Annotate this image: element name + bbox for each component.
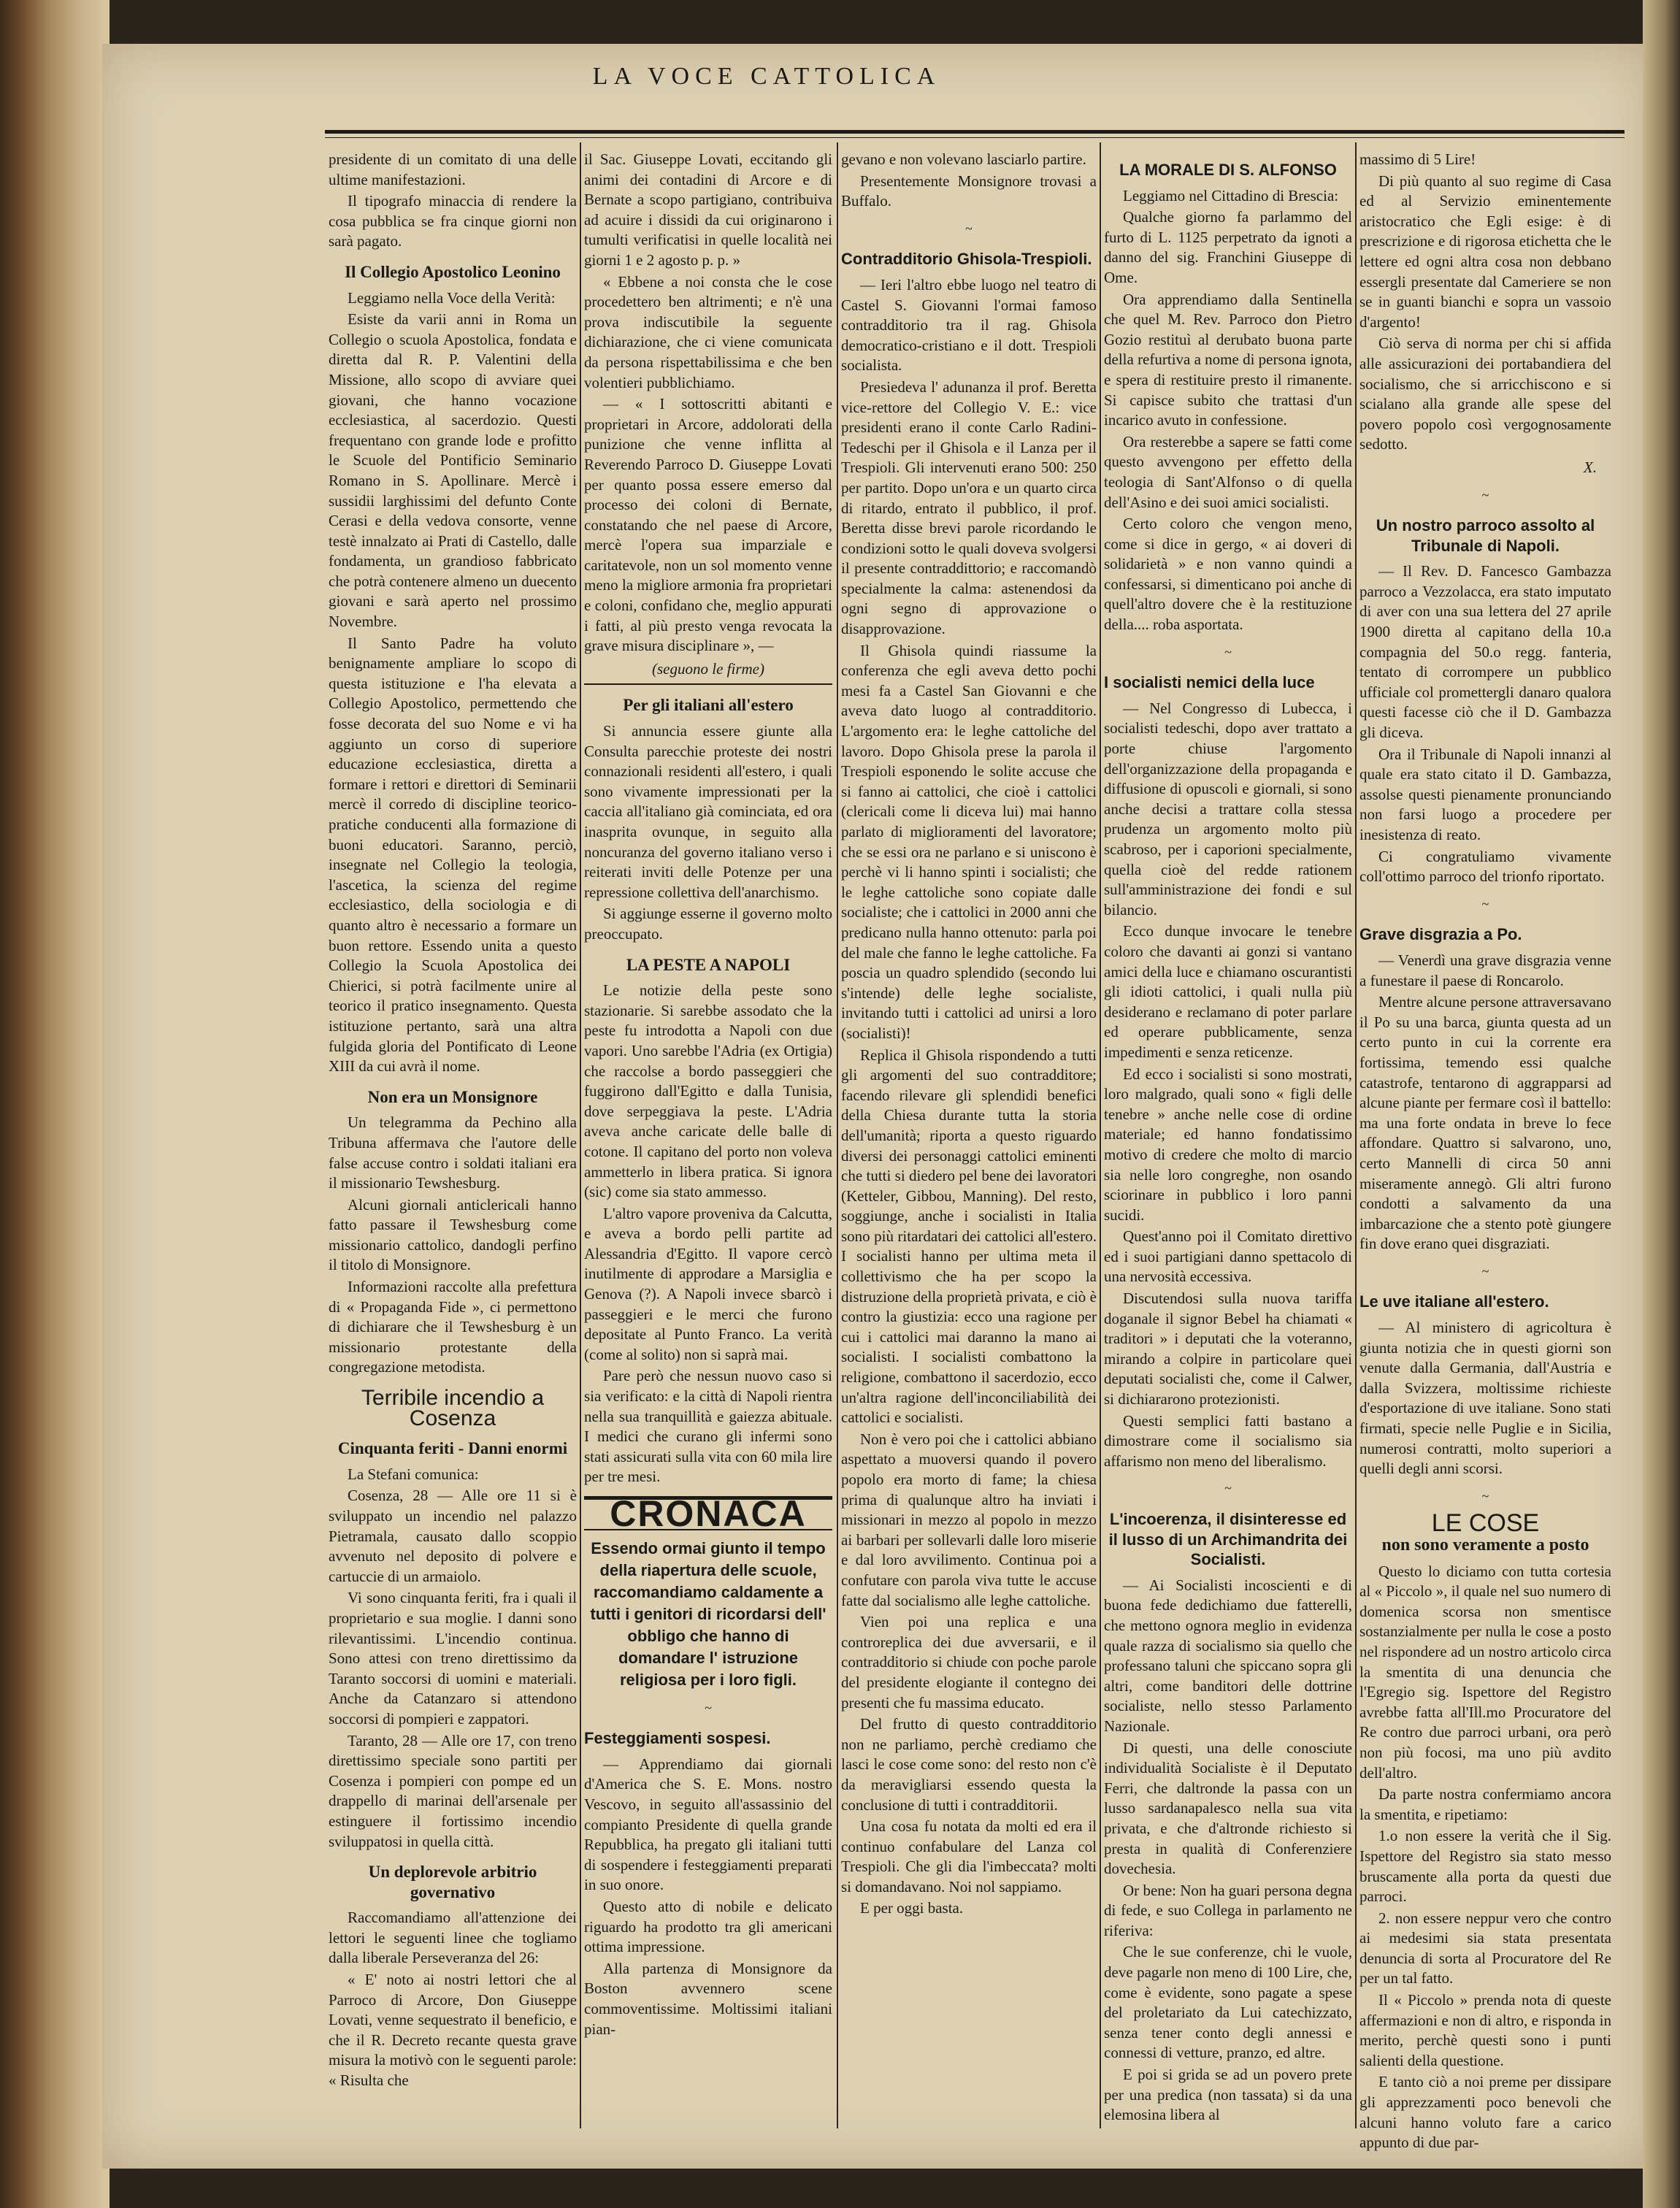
section-title: CRONACA xyxy=(610,1493,807,1534)
paragraph: Qualche giorno fa parlammo del furto di L. 1125 perpetrato da ignoti a danno del sig. Franchini Giuseppe di Ome. xyxy=(1104,208,1352,286)
paragraph: Ciò serva di norma per chi si affida alle assicurazioni dei portabandiera del socialismo, che si arricchiscono e si scialano alla grande alle spese del povero popolo così vergognosamente sedotto. xyxy=(1359,334,1611,453)
paragraph: Di più quanto al suo regime di Casa ed al Servizio eminentemente aristocratico che Egli esige: è di prescrizione e di rigorosa etichetta che le lettere ed ogni altra cosa non debbano essergli presentate dal Cameriere se non se in guanti bianchi e sopra un vassoio d'argento! xyxy=(1359,172,1611,331)
paragraph: Ecco dunque invocare le tenebre coloro che davanti ai gonzi si vantano amici della luce e chiamano oscurantisti gli idioti cattolici, i quali nulla più desiderano e reclamano di poter parlare ed operare pubblicamente, senza impedimenti e senza reticenze. xyxy=(1104,922,1352,1061)
paragraph: — Venerdì una grave disgrazia venne a funestare il paese di Roncarolo. xyxy=(1359,951,1611,989)
ornament-divider: ~ xyxy=(1481,487,1489,502)
headline: LA MORALE DI S. ALFONSO xyxy=(1119,161,1337,179)
column-rule xyxy=(1355,142,1357,2128)
headline: LE COSE xyxy=(1431,1509,1540,1538)
signature-note: (seguono le firme) xyxy=(652,659,764,678)
paragraph: E tanto ciò a noi preme per dissipare gli apprezzamenti poco benevoli che alcuni hanno voluto fare a carico appunto di due par- xyxy=(1359,2073,1611,2152)
ornament-divider: ~ xyxy=(1224,644,1232,659)
paragraph: Mentre alcune persone attraversavano il Po su una barca, giunta questa ad un certo punto in cui la corrente era fortissima, temendo essi qualche catastrofe, tentarono di aggrapparsi ad alcune piante per fermare così il battello: ma una forte ondata in breve lo fece affondare. Quattro si salvarono, uno, certo Mannelli di circa 50 anni miseramente annegò. Gli altri furono condotti a salvamento da una imbarcazione che a stento potè giungere fin dove erano quei disgraziati. xyxy=(1359,993,1611,1253)
subheadline: non sono veramente a posto xyxy=(1381,1536,1589,1555)
paragraph: Alcuni giornali anticlericali hanno fatto passare il Tewshesburg come missionario cattolico, dandogli perfino il titolo di Monsignore. xyxy=(329,1195,577,1274)
paragraph: Certo coloro che vengon meno, come si dice in gergo, « ai doveri di solidarietà » e non vanno quindi a confessarsi, si dimenticano poi anche di quell'altro dovere che è la restituzione della.... roba asportata. xyxy=(1104,515,1352,634)
column-rule xyxy=(580,142,581,2128)
paragraph: Questo lo diciamo con tutta cortesia al « Piccolo », il quale nel suo numero di domenica scorsa non smentisce sostanzialmente per nulla le cose a posto nel rispondere ad un nostro articolo circa la smentita di una denuncia che l'Egregio sig. Ispettore del Registro avrebbe fatta all'Ill.mo Procuratore del Re contro due parroci urbani, ora però non più focosi, ma uno più avdito dell'altro. xyxy=(1359,1562,1611,1782)
headline: Contradditorio Ghisola-Trespioli. xyxy=(841,250,1092,269)
paragraph: Replica il Ghisola rispondendo a tutti gli argomenti del suo contradditore; facendo rilevare gli splendidi benefici della Chiesa durante tutta la storia dell'umanità; riporta a questo riguardo diversi dei personaggi cattolici eminenti che tutti si diedero pel bene dei lavoratori (Ketteler, Gibbou, Manning). Del resto, soggiunge, anche i socialisti in Italia sono più ritardatari dei cattolici all'estero. I socialisti hanno per ultima meta il collettivismo che ha per scopo la distruzione della proprietà privata, e ciò è contro la giustizia: ecco una ragione per cui i cattolici mai daranno la mano ai socialisti. I socialisti combattono la religione, combattono il sacerdozio, ecco un'altra ragione dell'inconciliabilità dei cattolici e socialisti. xyxy=(841,1046,1097,1427)
paragraph: Presiedeva l' adunanza il prof. Beretta vice-rettore del Collegio V. E.: vice presidenti erano il conte Carlo Radini-Tedeschi per il Ghisola e il Lanza per il Trespioli. Gli intervenuti erano 500: 250 per partito. Dopo un'ora e un quarto circa di ritardo, entrato il pubblico, il prof. Beretta disse brevi parole ricordando le condizioni sotto le quali doveva svolgersi il presente contraddittorio; e raccomandò specialmente la calma: astenendosi da ogni segno di approvazione o disapprovazione. xyxy=(841,377,1097,638)
cronaca-section xyxy=(584,1493,832,1534)
paragraph: E poi si grida se ad un povero prete per una predica (non tassata) si da una elemosina libera al xyxy=(1104,2066,1352,2124)
ornament-divider: ~ xyxy=(1481,1488,1489,1503)
paragraph: il Sac. Giuseppe Lovati, eccitando gli animi dei contadini di Arcore e di Bernate a scopo partigiano, contribuiva ad acuire i dissidi da cui originarono i tumulti verificatisi in quelle località nei giorni 1 e 2 agosto p. p. » xyxy=(584,150,832,269)
paragraph: Il tipografo minaccia di rendere la cosa pubblica se fra cinque giorni non sarà pagato. xyxy=(329,192,577,250)
paragraph: Ora apprendiamo dalla Sentinella che quel M. Rev. Parroco don Pietro Gozio restituì al derubato buona parte della refurtiva a nome di persona ignota, e spera di restituire presto il rimanente. Si capisce subito che trattasi d'un incarico avuto in confessione. xyxy=(1104,290,1352,429)
notice: Essendo ormai giunto il tempo della riapertura delle scuole, raccomandiamo caldamente a tutti i genitori di ricordarsi dell' obbligo che hanno di domandare l' istruzione religiosa per i loro figli. xyxy=(590,1538,826,1689)
paragraph: Questi semplici fatti bastano a dimostrare come il socialismo sia affarismo non meno del liberalismo. xyxy=(1104,1411,1352,1470)
column-rule xyxy=(1100,142,1101,2128)
paragraph: L'altro vapore proveniva da Calcutta, e aveva a bordo pelli partite ad Alessandria d'Egitto. Il vapore cercò inutilmente di approdare a Marsiglia e Genova (?). A Napoli invece sbarcò i passeggieri e le merci che furono depositate al Punto Franco. La verità (come al solito) non si saprà mai. xyxy=(584,1204,832,1363)
paragraph: Il « Piccolo » prenda nota di queste affermazioni e non di altro, e risponda in merito, perchè questi sono i punti salienti della questione. xyxy=(1359,1991,1611,2069)
headline: Il Collegio Apostolico Leonino xyxy=(345,262,561,281)
paragraph: — Ieri l'altro ebbe luogo nel teatro di Castel S. Giovanni l'ormai famoso contradditorio tra il rag. Ghisola democratico-cristiano e il dott. Trespioli socialista. xyxy=(841,275,1097,375)
paragraph: 2. non essere neppur vero che contro ai medesimi sia stata presentata denuncia di sorta al Procuratore del Re per un tal fatto. xyxy=(1359,1909,1611,1987)
headline: Grave disgrazia a Po. xyxy=(1359,925,1522,944)
paragraph: Questo atto di nobile e delicato riguardo ha prodotto tra gli americani ottima impressione. xyxy=(584,1897,832,1956)
paragraph: Che le sue conferenze, chi le vuole, deve pagarle non meno di 100 Lire, che, come è evidente, sono pagate a spese del proletariato da Lui catechizzato, senza tener conto degli annessi e connessi di vetture, pranzo, ed altre. xyxy=(1104,1943,1352,2062)
paragraph: Di questi, una delle conosciute individualità Socialiste è il Deputato Ferri, che daltronde la passa con un lusso sardanapalesco nella sua vita privata, e che d'altronde richiesto si presta in qualità di Conferenziere dovechesia. xyxy=(1104,1739,1352,1878)
paragraph: — Al ministero di agricoltura è giunta notizia che in questi giorni son venute dalla Germania, dall'Austria e dalla Svizzera, moltissime richieste d'esportazione di uve italiane. Sono stati firmati, specie nelle Puglie e in Sicilia, numerosi contratti, molto superiori a quelli degli anni scorsi. xyxy=(1359,1319,1611,1478)
column-3 xyxy=(841,150,1097,1920)
paragraph: Il Ghisola quindi riassume la conferenza che egli aveva detto pochi mesi fa a Castel San Giovanni e che aveva dato luogo al contradditorio. L'argomento era: le leghe cattoliche del lavoro. Dopo Ghisola prese la parola il Trespioli esponendo le solite accuse che si fanno ai cattolici, che cioè i cattolici (clericali come li diceva lui) mai hanno parlato di miglioramenti del lavoratore; che se essi ora ne parlano e si uniscono è perchè vi li hanno spinti i socialisti; che le leghe cattoliche sono copiate dalle socialiste; che i cattolici in 2000 anni che predicano nulla hanno ottenuto: parla poi del male che fanno le leghe cattoliche. Fa poscia un quadro splendido (secondo lui s'intende) delle leghe socialiste, invitando tutti i cattolici ad unirsi a loro (socialisti)! xyxy=(841,641,1097,1042)
paragraph: Si aggiunge esserne il governo molto preoccupato. xyxy=(584,905,832,943)
paragraph: Del frutto di questo contradditorio non ne parliamo, perchè crediamo che lasci le cose come sono: del resto non c'è da meravigliarsi essendo questa la conclusione di tutti i contradditorii. xyxy=(841,1715,1097,1814)
paragraph: Vi sono cinquanta feriti, fra i quali il proprietario e sua moglie. I danni sono rilevantissimi. L'incendio continua. Sono attesi con treno direttissimo da Taranto soccorsi di uomini e materiali. Anche da Catanzaro si attendono soccorsi di pompieri e zappatori. xyxy=(329,1589,577,1728)
divider xyxy=(584,683,832,685)
book-binding-edge xyxy=(0,0,110,2208)
header-rule xyxy=(325,130,1625,134)
page-edge xyxy=(1643,0,1680,2208)
paragraph: Leggiamo nel Cittadino di Brescia: xyxy=(1123,186,1339,204)
paragraph: Leggiamo nella Voce della Verità: xyxy=(348,288,556,307)
headline: Festeggiamenti sospesi. xyxy=(584,1729,771,1748)
headline: LA PESTE A NAPOLI xyxy=(626,955,791,974)
paragraph: Non è vero poi che i cattolici abbiano aspettato a muoversi quando il povero popolo era morto di fame; la chiesa prima di qualunque altro ha inviati i missionari in mezzo al popolo in mezzo ai barbari per sollevarli dalle loro miserie e dal loro avvilimento. Continua poi a confutare con parola viva tutte le accuse fatte dal socialismo alle leghe cattoliche. xyxy=(841,1430,1097,1609)
paragraph: E per oggi basta. xyxy=(860,1899,964,1917)
paragraph: Or bene: Non ha guari persona degna di fede, e suo Collega in parlamento ne riferiva: xyxy=(1104,1881,1352,1939)
paragraph: Esiste da varii anni in Roma un Collegio o scuola Apostolica, fondata e diretta dal R. P. Valentini della Missione, allo scopo di avviare quei giovani, che hanno vocazione ecclesiastica, al sacerdozio. Questi frequentano con grande lode e profitto le Scuole del Pontificio Seminario Romano in S. Apollinare. Mercè i sussidii larghissimi del defunto Conte Cerasi e della vedova consorte, venne testè innalzato ai Prati di Castello, dalle fondamenta, un grandioso fabbricato che potrà contenere almeno un duecento giovani e sarà aperto nel prossimo Novembre. xyxy=(329,310,577,631)
signature: X. xyxy=(1583,458,1597,476)
paragraph: Pare però che nessun nuovo caso si sia verificato: e la città di Napoli rientra nella sua tranquillità e gaiezza abituale. I medici che curano gli infermi sono stati assicurati sulla vita con 60 mila lire per tre mesi. xyxy=(584,1367,832,1486)
paragraph: « E' noto ai nostri lettori che al Parroco di Arcore, Don Giuseppe Lovati, venne sequestrato il beneficio, e che il R. Decreto recante questa grave misura la motivò con le seguenti parole: « Risulta che xyxy=(329,1971,577,2090)
paragraph: Da parte nostra confermiamo ancora la smentita, e ripetiamo: xyxy=(1359,1785,1611,1823)
paragraph: Alla partenza di Monsignore da Boston avvennero scene commoventissime. Moltissimi italiani pian- xyxy=(584,1959,832,2038)
paragraph: Un telegramma da Pechino alla Tribuna affermava che l'autore delle false accuse contro i soldati italiani era il missionario Tewshesburg. xyxy=(329,1113,577,1192)
paragraph: Il Santo Padre ha voluto benignamente ampliare lo scopo di questa istituzione e l'ha elevata a Collegio Apostolico, permettendo che fosse decorata del suo Nome e vi ha aggiunto un corso di superiore educazione ecclesiastica, diretta a formare i rettori e direttori di Seminarii mercè il corredo di discipline teorico-pratiche conducenti alla formazione di buoni educatori. Saranno, perciò, insegnate nel Collegio la teologia, l'ascetica, la scienza del regime ecclesiastico, della sociologia e di quanto altro è necessario a formare un buon rettore. Essendo unita a questo Collegio la Scuola Apostolica dei Chierici, si potrà facilmente unire al teorico il pratico insegnamento. Questa istituzione pertanto, sarà una altra fulgida gloria del Pontificato di Leone XIII da cui avrà il nome. xyxy=(329,634,577,1076)
column-1 xyxy=(329,150,577,2093)
paragraph: Ed ecco i socialisti si sono mostrati, loro malgrado, quali sono « figli delle tenebre » anche nelle cose di ordine materiale; ed hanno fondatissimo motivo di credere che molto di marcio sia nelle loro congreghe, non osando sciorinare in pubblico i loro panni sucidi. xyxy=(1104,1065,1352,1224)
paragraph: Una cosa fu notata da molti ed era il continuo confabulare del Lanza col Trespioli. Che gli dia l'imbeccata? molti si domandavano. Noi nol sappiamo. xyxy=(841,1817,1097,1895)
paragraph: Quest'anno poi il Comitato direttivo ed i suoi partigiani danno spettacolo di una nervosità eccessiva. xyxy=(1104,1227,1352,1286)
ornament-divider: ~ xyxy=(1224,1481,1232,1496)
paragraph: — Ai Socialisti incoscienti e di buona fede dedichiamo due fatterelli, che mettono ognora meglio in evidenza quale razza di socialismo sia quello che professano taluni che spiccano sopra gli altri, come banditori delle dottrine socialiste, nello stesso Parlamento Nazionale. xyxy=(1104,1576,1352,1735)
paragraph: Raccomandiamo all'attenzione dei lettori le seguenti linee che togliamo dalla liberale Perseveranza del 26: xyxy=(329,1909,577,1967)
paragraph: Ci congratuliamo vivamente coll'ottimo parroco del trionfo riportato. xyxy=(1359,847,1611,886)
paragraph: gevano e non volevano lasciarlo partire. xyxy=(841,150,1086,168)
headline: L'incoerenza, il disinteresse ed il lusso di un Archimandrita dei Socialisti. xyxy=(1108,1510,1348,1569)
column-4 xyxy=(1104,150,1352,2127)
headline: Terribile incendio a Cosenza xyxy=(361,1386,545,1430)
paragraph: Vien poi una replica e una controreplica dei due avversarii, e il contradditorio si chiude con poche parole del presidente elogiante il contegno dei presenti che fu massima educato. xyxy=(841,1613,1097,1711)
headline: Un deplorevole arbitrio governativo xyxy=(368,1863,537,1901)
subheadline: Cinquanta feriti - Danni enormi xyxy=(337,1439,568,1458)
paragraph: — Il Rev. D. Fancesco Gambazza parroco a Vezzolacca, era stato imputato di aver con una sua lettera del 27 aprile 1900 diretta al capitano della 10.a compagnia del 50.o regg. fanteria, tentato di corrompere un pubblico ufficiale col promettergli danaro qualora questi facesse ciò che il D. Gambazza gli diceva. xyxy=(1359,562,1611,742)
headline: Per gli italiani all'estero xyxy=(623,696,794,715)
column-rule xyxy=(837,142,838,2128)
ornament-divider: ~ xyxy=(1481,896,1489,911)
ornament-divider: ~ xyxy=(965,221,973,236)
paragraph: Discutendosi sulla nuova tariffa doganale il signor Bebel ha chiamati « traditori » i deputati che la voteranno, mirando a colpire in particolare quei deputati socialisti che, come il Calwer, si dichiararono protezionisti. xyxy=(1104,1289,1352,1408)
paragraph: — Apprendiamo dai giornali d'America che S. E. Mons. nostro Vescovo, in seguito all'assassinio del compianto Presidente di quella grande Repubblica, ha pregato gli italiani tutti di sospendere i festeggiamenti preparati in suo onore. xyxy=(584,1755,832,1894)
paragraph: La Stefani comunica: xyxy=(348,1465,479,1483)
paragraph: — « I sottoscritti abitanti e proprietari in Arcore, addolorati della punizione che venne inflitta al Reverendo Parroco D. Giuseppe Lovati per quanto possa essere emerso dal processo dei coloni di Bernate, constatando che nel paese di Arcore, mercè l'opera sua imparziale e caritatevole, non un sol momento venne meno la migliore armonia fra proprietari e coloni, confidano che, meglio appurati i fatti, al più presto venga revocata la grave misura disciplinare », — xyxy=(584,395,832,655)
paragraph: Ora il Tribunale di Napoli innanzi al quale era stato citato il D. Gambazza, assolse questi pienamente pronunciando non farsi luogo a procedere per inesistenza di reato. xyxy=(1359,745,1611,843)
headline: Le uve italiane all'estero. xyxy=(1359,1292,1549,1311)
paragraph: massimo di 5 Lire! xyxy=(1359,150,1476,168)
header-rule-thin xyxy=(325,137,1625,138)
masthead: LA VOCE CATTOLICA xyxy=(592,63,941,90)
column-5 xyxy=(1359,150,1611,2155)
paragraph: Informazioni raccolte alla prefettura di « Propaganda Fide », ci permettono di dichiarare che il Tewshesburg è un missionario protestante della congregazione metodista. xyxy=(329,1278,577,1376)
paragraph: « Ebbene a noi consta che le cose procedettero ben altrimenti; e n'è una prova indiscutibile la seguente dichiarazione, che ci viene comunicata da persona rispettabilissima e che ben volentieri pubblichiamo. xyxy=(584,272,832,391)
paragraph: Presentemente Monsignore trovasi a Buffalo. xyxy=(841,172,1097,210)
ornament-divider: ~ xyxy=(705,1700,712,1715)
column-2 xyxy=(584,150,832,2041)
headline: Non era un Monsignore xyxy=(367,1087,538,1106)
paragraph: — Nel Congresso di Lubecca, i socialisti tedeschi, dopo aver trattato a porte chiuse l'argomento dell'organizzazione della propaganda e diffusione di opuscoli e giornali, si sono anche decisi a trattare colla stessa prudenza un argomento molto più scabroso, per i caporioni specialmente, quella cioè del redde rationem sull'amministrazione dei fondi e sul bilancio. xyxy=(1104,699,1352,919)
headline: I socialisti nemici della luce xyxy=(1104,673,1315,692)
paragraph: Taranto, 28 — Alle ore 17, con treno direttissimo speciale sono partiti per Cosenza i pompieri con pompe ed un drappello di marinai dell'arsenale per estinguere il fortissimo incendio sviluppatosi in quella città. xyxy=(329,1731,577,1850)
ornament-divider: ~ xyxy=(1481,1263,1489,1279)
paragraph: presidente di un comitato di una delle ultime manifestazioni. xyxy=(329,150,577,188)
headline: Un nostro parroco assolto al Tribunale di Napoli. xyxy=(1376,516,1595,555)
paragraph: Cosenza, 28 — Alle ore 11 si è sviluppato un incendio nel palazzo Pietramala, causato dallo scoppio avvenuto nel deposito di polvere e cartuccie di un armaiolo. xyxy=(329,1487,577,1585)
paragraph: Le notizie della peste sono stazionarie. Si sarebbe assodato che la peste fu introdotta a Napoli con due vapori. Uno sarebbe l'Adria (ex Ortigia) che raccolse a bordo passeggieri che fuggirono dall'Egitto e dalla Tunisia, dove serpeggiava la peste. L'Adria aveva anche caricate delle balle di cotone. Il capitano del porto non voleva ammetterlo in libera pratica. Si ignora (sic) come sia stato ammesso. xyxy=(584,981,832,1201)
paragraph: Ora resterebbe a sapere se fatti come questo avvengono per effetto della teologia di Sant'Alfonso o di quella dell'Asino e dei suoi amici socialisti. xyxy=(1104,432,1352,511)
paragraph: 1.o non essere la verità che il Sig. Ispettore del Registro sia stato messo bruscamente alla porta da questi due parroci. xyxy=(1359,1827,1611,1906)
paragraph: Si annuncia essere giunte alla Consulta parecchie proteste dei nostri connazionali residenti all'estero, i quali sono vivamente impressionati per la caccia all'italiano già cominciata, ed ora inasprita ovunque, in seguito alla noncuranza del governo italiano verso i reiterati inviti delle Potenze per una repressione collettiva dell'anarchismo. xyxy=(584,722,832,901)
